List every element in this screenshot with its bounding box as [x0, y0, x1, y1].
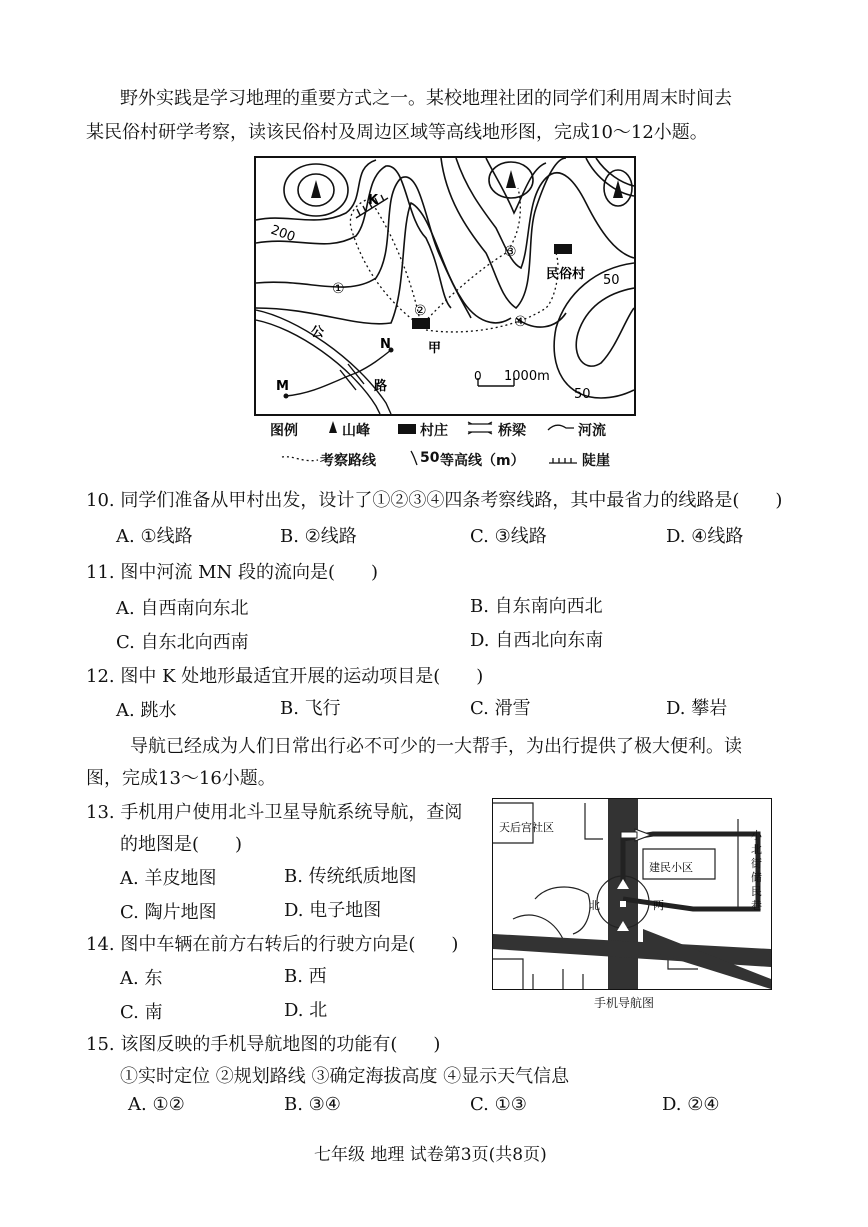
jia-village-marker: [412, 318, 430, 329]
q10-option-a[interactable]: A. ①线路: [116, 526, 193, 547]
q14-option-c[interactable]: C. 南: [120, 1002, 163, 1023]
question-10: 10. 同学们准备从甲村出发，设计了①②③④四条考察线路，其中最省力的线路是( ): [86, 490, 783, 511]
point-m: [284, 394, 289, 399]
q12-option-b[interactable]: B. 飞行: [280, 698, 341, 719]
label-bei: 北: [589, 899, 600, 912]
question-14: 14. 图中车辆在前方右转后的行驶方向是( ): [86, 934, 459, 955]
question-11: 11. 图中河流 MN 段的流向是( ): [86, 562, 379, 583]
legend-peak-icon: [328, 420, 338, 438]
contour-line: [576, 288, 634, 366]
street-outline: [513, 915, 563, 939]
map-legend: [270, 420, 670, 472]
navigation-map: [492, 798, 772, 990]
q10-option-b[interactable]: B. ②线路: [280, 526, 357, 547]
label-liang: 两: [653, 899, 664, 912]
contour-map: [254, 156, 636, 416]
label-contour-50: 50: [603, 273, 620, 288]
q12-option-d[interactable]: D. 攀岩: [666, 698, 728, 719]
legend-cliff-label: 陡崖: [582, 453, 610, 469]
q15-items: ①实时定位 ②规划路线 ③确定海拔高度 ④显示天气信息: [120, 1066, 570, 1087]
intro1-line2: 某民俗村研学考察，读该民俗村及周边区域等高线地形图，完成10～12小题。: [86, 122, 708, 143]
label-n: N: [380, 337, 391, 352]
label-m: M: [276, 379, 289, 394]
q14-option-a[interactable]: A. 东: [120, 968, 163, 989]
label-contour-50b: 50: [574, 387, 591, 402]
q13-option-c[interactable]: C. 陶片地图: [120, 902, 217, 923]
intro2-line2: 图，完成13～16小题。: [86, 768, 276, 789]
q12-option-c[interactable]: C. 滑雪: [470, 698, 531, 719]
question-13-line1: 13. 手机用户使用北斗卫星导航系统导航，查阅: [86, 802, 463, 823]
contour-line: [596, 158, 634, 186]
q11-option-c[interactable]: C. 自东北向西南: [116, 632, 249, 653]
label-folk-village: 民俗村: [546, 267, 586, 282]
peak-icon: [506, 170, 516, 188]
contour-line: [256, 177, 471, 318]
contour-line: [441, 158, 566, 308]
legend-route-icon: [280, 452, 320, 468]
street-outline: [533, 969, 583, 989]
legend-contour-label: 等高线（m）: [440, 453, 525, 469]
page-footer: 七年级 地理 试卷第3页(共8页): [314, 1145, 547, 1165]
legend-peak-label: 山峰: [342, 423, 370, 439]
legend-village-icon: [398, 424, 416, 434]
legend-village-label: 村庄: [420, 423, 448, 439]
label-road-lu: 路: [374, 379, 388, 394]
label-route-1: ①: [332, 281, 345, 297]
street-outline: [493, 959, 523, 989]
vehicle-marker: [620, 901, 626, 907]
contour-line: [586, 158, 634, 196]
q14-option-b[interactable]: B. 西: [284, 966, 327, 987]
label-road-gong: 公: [311, 325, 325, 340]
label-scale-zero: 0: [474, 369, 482, 383]
question-12: 12. 图中 K 处地形最适宜开展的运动项目是( ): [86, 666, 484, 687]
label-route-2: ②: [414, 303, 427, 319]
q15-option-b[interactable]: B. ③④: [284, 1094, 341, 1115]
label-route-3: ③: [504, 244, 517, 260]
navigation-map-caption: 手机导航图: [594, 996, 655, 1010]
q10-option-d[interactable]: D. ④线路: [666, 526, 744, 547]
q14-option-d[interactable]: D. 北: [284, 1000, 328, 1021]
contour-line: [456, 158, 634, 268]
label-xiaobei: 小北街储民巷: [751, 829, 762, 912]
legend-route-label: 考察路线: [320, 453, 376, 469]
legend-bridge-label: 桥梁: [498, 423, 526, 439]
street-outline: [535, 887, 590, 934]
label-contour-200: 200: [268, 222, 298, 246]
q12-option-a[interactable]: A. 跳水: [116, 700, 177, 721]
contour-map-svg: [256, 158, 634, 414]
folk-village-marker: [554, 244, 572, 254]
turn-arrow-icon: [621, 832, 637, 838]
q11-option-d[interactable]: D. 自西北向东南: [470, 630, 604, 651]
q13-option-d[interactable]: D. 电子地图: [284, 900, 382, 921]
label-tianhou: 天后宫社区: [499, 821, 554, 834]
building-outline: [585, 803, 603, 839]
route-1-line: [350, 198, 421, 326]
label-route-4: ④: [514, 314, 527, 330]
intro2-line1: 导航已经成为人们日常出行必不可少的一大帮手，为出行提供了极大便利。读: [130, 736, 742, 757]
intro1-line1: 野外实践是学习地理的重要方式之一。某校地理社团的同学们利用周末时间去: [120, 88, 732, 109]
legend-river-label: 河流: [578, 423, 606, 439]
legend-contour-icon: [410, 450, 418, 470]
legend-title: 图例: [270, 423, 298, 439]
label-jia: 甲: [428, 341, 442, 356]
q10-option-c[interactable]: C. ③线路: [470, 526, 547, 547]
label-jianmin: 建民小区: [649, 861, 693, 874]
legend-bridge-icon: [466, 420, 494, 440]
question-15: 15. 该图反映的手机导航地图的功能有( ): [86, 1034, 441, 1055]
label-k: K: [368, 193, 379, 208]
navigation-map-svg: [493, 799, 771, 989]
q15-option-a[interactable]: A. ①②: [128, 1094, 185, 1115]
q15-option-c[interactable]: C. ①③: [470, 1094, 527, 1115]
question-13-line2: 的地图是( ): [120, 834, 243, 855]
q13-option-b[interactable]: B. 传统纸质地图: [284, 866, 417, 887]
peak-icon: [311, 180, 321, 198]
legend-contour-sample: 50: [420, 450, 440, 466]
q11-option-b[interactable]: B. 自东南向西北: [470, 596, 603, 617]
label-scale: 1000m: [504, 369, 550, 384]
legend-river-icon: [546, 420, 576, 440]
q11-option-a[interactable]: A. 自西南向东北: [116, 598, 249, 619]
q13-option-a[interactable]: A. 羊皮地图: [120, 868, 217, 889]
q15-option-d[interactable]: D. ②④: [662, 1094, 720, 1115]
main-road-vertical: [608, 799, 638, 989]
legend-cliff-icon: [548, 454, 578, 470]
